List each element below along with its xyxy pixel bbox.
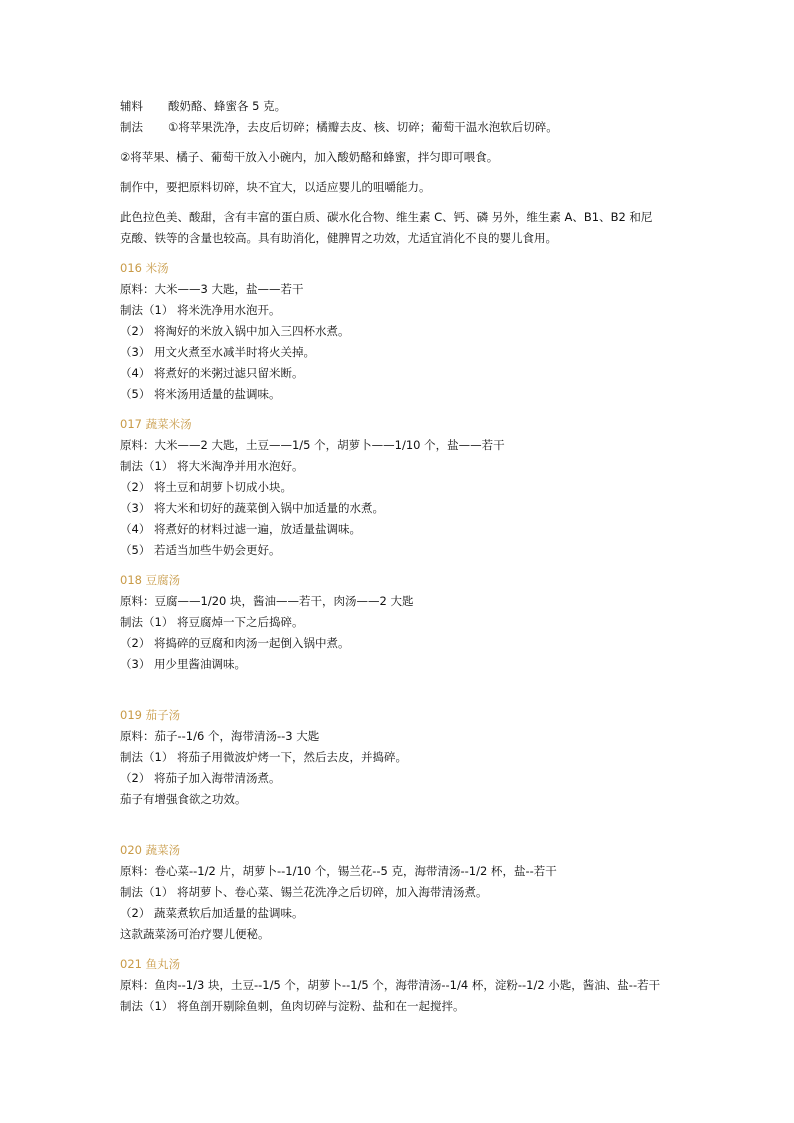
zhifa-text: ①将苹果洗净，去皮后切碎；橘瓣去皮、核、切碎；葡萄干温水泡软后切碎。 <box>168 120 558 134</box>
recipe-title: 018 豆腐汤 <box>120 573 181 587</box>
recipe-021 <box>120 954 720 1017</box>
recipe-line: 制法（1） 将茄子用微波炉烤一下，然后去皮，并捣碎。 <box>120 750 407 764</box>
recipe-line: （5） 将米汤用适量的盐调味。 <box>120 387 281 401</box>
recipe-title: 020 蔬菜汤 <box>120 843 181 857</box>
recipe-line: 茄子有增强食欲之功效。 <box>120 792 247 806</box>
recipe-line: 原料：鱼肉--1/3 块，土豆--1/5 个，胡萝卜--1/5 个，海带清汤--1/4 杯，淀粉--1/2 小匙，酱油、盐--若干 <box>120 978 661 992</box>
recipe-line: （2） 蔬菜煮软后加适量的盐调味。 <box>120 906 304 920</box>
recipe-020 <box>120 840 720 945</box>
recipe-line: 制法（1） 将胡萝卜、卷心菜、锡兰花洗净之后切碎，加入海带清汤煮。 <box>120 885 488 899</box>
fuliao-label: 辅料 <box>120 99 143 113</box>
recipe-line: 制法（1） 将鱼剖开剔除鱼刺，鱼肉切碎与淀粉、盐和在一起搅拌。 <box>120 999 465 1013</box>
recipe-017 <box>120 414 720 561</box>
recipe-line: 制法（1） 将豆腐焯一下之后捣碎。 <box>120 615 304 629</box>
recipe-line: 这款蔬菜汤可治疗婴儿便秘。 <box>120 927 270 941</box>
intro-step2: ②将苹果、橘子、葡萄干放入小碗内，加入酸奶酪和蜂蜜，拌匀即可喂食。 <box>120 150 499 164</box>
zhifa-label: 制法 <box>120 120 143 134</box>
recipe-title: 017 蔬菜米汤 <box>120 417 192 431</box>
recipe-019 <box>120 705 720 810</box>
recipe-line: （2） 将捣碎的豆腐和肉汤一起倒入锅中煮。 <box>120 636 350 650</box>
intro-desc-line1: 此色拉色美、酸甜，含有丰富的蛋白质、碳水化合物、维生素 C、钙、磷 另外，维生素 A、B1、B2 和尼 <box>120 210 653 224</box>
recipe-line: 原料：茄子--1/6 个，海带清汤--3 大匙 <box>120 729 320 743</box>
recipe-line: （2） 将土豆和胡萝卜切成小块。 <box>120 480 292 494</box>
recipe-line: 制法（1） 将大米淘净并用水泡好。 <box>120 459 304 473</box>
fuliao-row <box>120 96 720 117</box>
recipe-016 <box>120 258 720 405</box>
recipe-line: （5） 若适当加些牛奶会更好。 <box>120 543 281 557</box>
recipe-line: 原料：大米——2 大匙，土豆——1/5 个，胡萝卜——1/10 个，盐——若干 <box>120 438 505 452</box>
recipe-line: （4） 将煮好的米粥过滤只留米断。 <box>120 366 304 380</box>
intro-desc-line2: 克酸、铁等的含量也较高。具有助消化，健脾胃之功效，尤适宜消化不良的婴儿食用。 <box>120 231 557 245</box>
recipe-018 <box>120 570 720 675</box>
recipe-line: （3） 将大米和切好的蔬菜倒入锅中加适量的水煮。 <box>120 501 384 515</box>
recipe-line: 原料：豆腐——1/20 块，酱油——若干，肉汤——2 大匙 <box>120 594 414 608</box>
recipe-line: 原料：卷心菜--1/2 片，胡萝卜--1/10 个，锡兰花--5 克，海带清汤--1/2 杯，盐--若干 <box>120 864 557 878</box>
fuliao-text: 酸奶酪、蜂蜜各 5 克。 <box>168 99 287 113</box>
intro-note: 制作中，要把原料切碎，块不宜大，以适应婴儿的咀嚼能力。 <box>120 180 431 194</box>
recipe-line: （4） 将煮好的材料过滤一遍，放适量盐调味。 <box>120 522 361 536</box>
recipe-line: （2） 将淘好的米放入锅中加入三四杯水煮。 <box>120 324 350 338</box>
zhifa-row <box>120 117 720 138</box>
recipe-title: 021 鱼丸汤 <box>120 957 181 971</box>
recipe-title: 019 茄子汤 <box>120 708 181 722</box>
recipe-line: 制法（1） 将米洗净用水泡开。 <box>120 303 281 317</box>
recipe-line: （2） 将茄子加入海带清汤煮。 <box>120 771 281 785</box>
recipe-line: 原料：大米——3 大匙，盐——若干 <box>120 282 304 296</box>
recipe-line: （3） 用少里酱油调味。 <box>120 657 246 671</box>
recipe-title: 016 米汤 <box>120 261 169 275</box>
recipe-line: （3） 用文火煮至水减半时将火关掉。 <box>120 345 315 359</box>
document-page <box>120 96 720 1017</box>
